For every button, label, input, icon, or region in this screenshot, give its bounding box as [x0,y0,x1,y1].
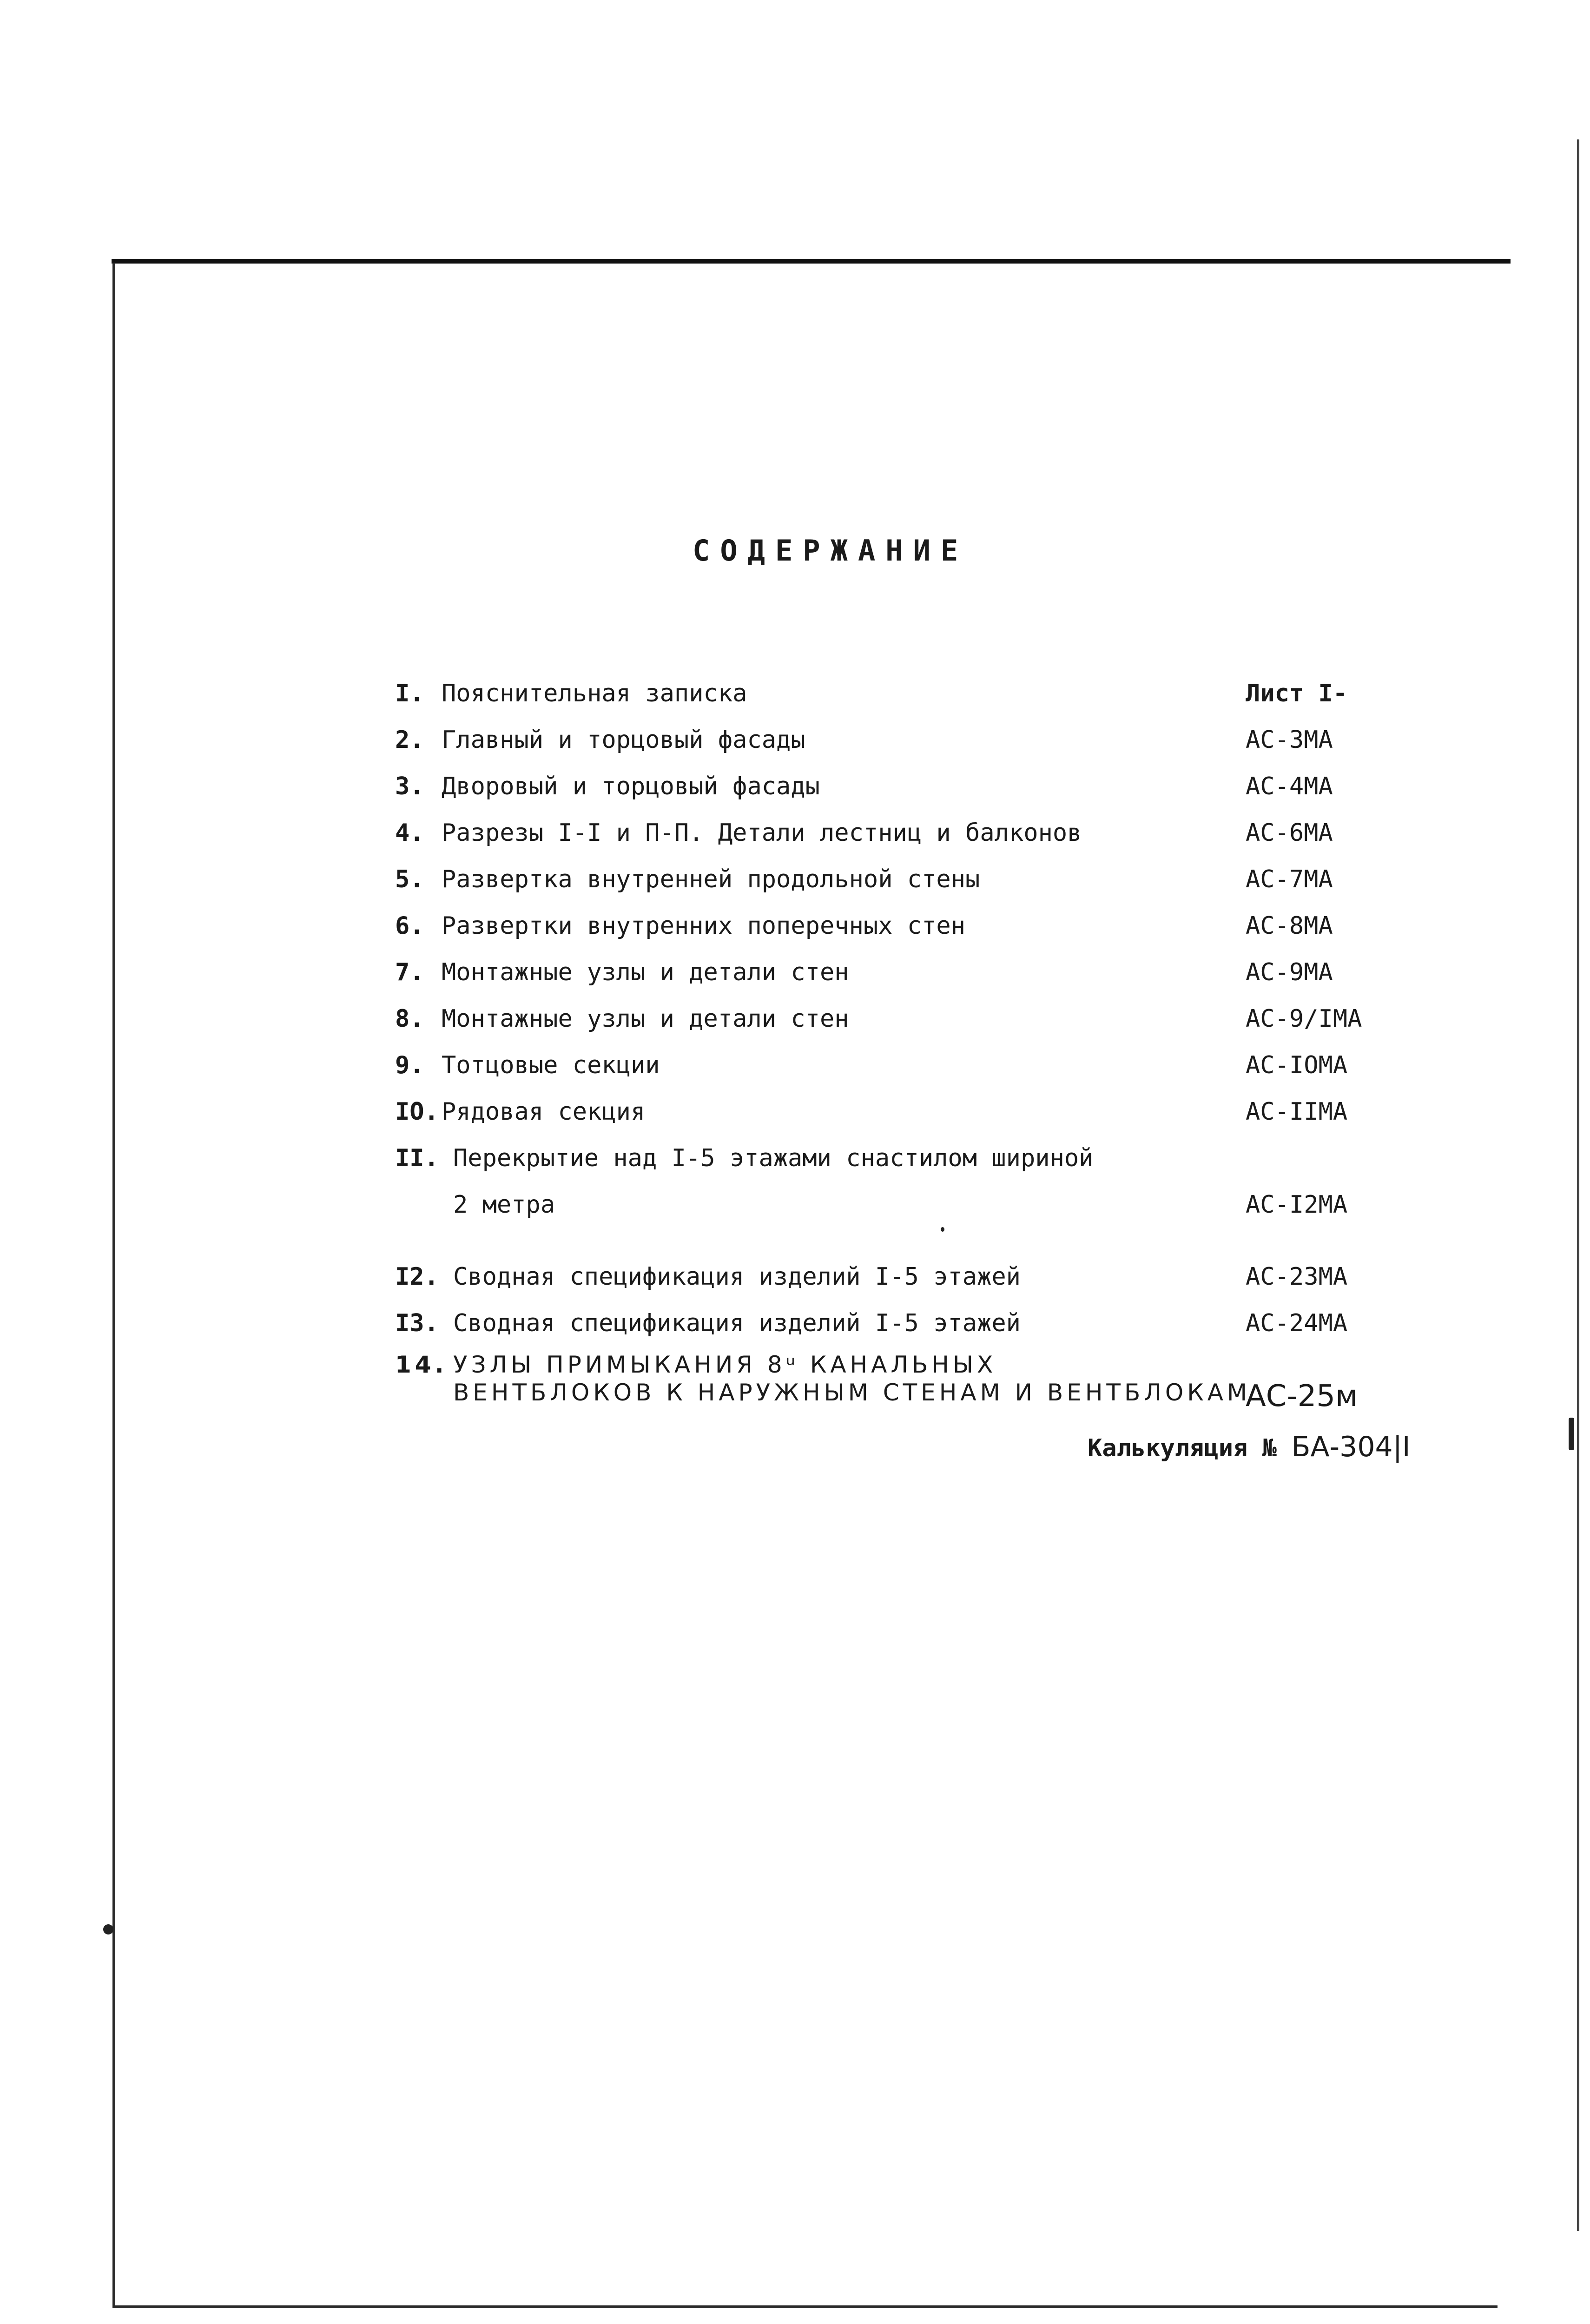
toc-sheet: АС-I2МА [1246,1191,1348,1219]
toc-text: Дворовый и торцовый фасады [442,772,820,800]
ink-speck [103,1924,113,1934]
page-frame-left [112,263,115,2308]
toc-text: Сводная спецификация изделий I-5 этажей [453,1263,1021,1291]
toc-sheet: Лист I- [1246,680,1348,707]
toc-text: УЗЛЫ ПРИМЫКАНИЯ 8ᵘ КАНАЛЬНЫХ [453,1351,997,1378]
toc-text: Разрезы I-I и П-П. Детали лестниц и балконов [442,819,1082,847]
toc-number: 8. [395,1005,424,1033]
toc-sheet: АС-24МА [1246,1309,1348,1337]
toc-text: Рядовая секция [442,1098,646,1126]
toc-row [395,1098,1371,1140]
toc-text-continued: ВЕНТБЛОКОВ К НАРУЖНЫМ СТЕНАМ И ВЕНТБЛОКАМ [453,1379,1251,1406]
toc-number: I2. [395,1263,439,1291]
toc-number: II. [395,1144,439,1172]
toc-sheet: АС-3МА [1246,726,1333,754]
toc-text: Развертки внутренних поперечных стен [442,912,966,940]
toc-sheet: АС-23МА [1246,1263,1348,1291]
toc-text: Главный и торцовый фасады [442,726,805,754]
toc-text: Пояснительная записка [442,680,747,707]
toc-number: 2. [395,726,424,754]
calculation-number: БА-304|I [1291,1431,1411,1463]
toc-row [395,1263,1371,1305]
toc-number: 3. [395,772,424,800]
toc-text: Тотцовые секции [442,1051,660,1079]
calculation-label: Калькуляция № [1088,1434,1277,1462]
page-edge-right [1577,139,1579,2231]
toc-row [395,1144,1371,1186]
toc-row [395,819,1371,861]
page-title: СОДЕРЖАНИЕ [693,534,969,568]
toc-number: I3. [395,1309,439,1337]
toc-sheet: АС-7МА [1246,865,1333,893]
toc-row [395,726,1371,768]
toc-text: Перекрытие над I-5 этажами снастилом шириной [453,1144,1094,1172]
toc-number: IO. [395,1098,439,1126]
ink-speck [941,1227,944,1232]
toc-row [395,772,1371,814]
toc-number: 14. [395,1351,448,1378]
toc-text: Развертка внутренней продольной стены [442,865,980,893]
toc-number: 7. [395,958,424,986]
toc-sheet: АС-IIМА [1246,1098,1348,1126]
calculation-line [1088,1431,1411,1463]
toc-row [395,958,1371,1000]
toc-row [395,1309,1371,1351]
toc-sheet: АС-8МА [1246,912,1333,940]
toc-number: 6. [395,912,424,940]
toc-sheet: АС-4МА [1246,772,1333,800]
ink-speck [1569,1418,1574,1450]
toc-row [395,912,1371,954]
toc-number: 9. [395,1051,424,1079]
toc-text: Сводная спецификация изделий I-5 этажей [453,1309,1021,1337]
toc-sheet: АС-25м [1246,1379,1358,1413]
toc-text: Монтажные узлы и детали стен [442,1005,849,1033]
toc-sheet: АС-9/IМА [1246,1005,1362,1033]
toc-sheet: АС-9МА [1246,958,1333,986]
toc-row [395,680,1371,721]
page-frame-bottom [112,2305,1498,2308]
toc-row-continuation [395,1191,1371,1233]
toc-sheet: АС-6МА [1246,819,1333,847]
toc-text-continued: 2 метра [453,1191,555,1219]
toc-number: 5. [395,865,424,893]
toc-sheet: АС-IОМА [1246,1051,1348,1079]
toc-row [395,865,1371,907]
page-frame-top [112,259,1511,264]
toc-row-continuation [395,1379,1371,1421]
toc-text: Монтажные узлы и детали стен [442,958,849,986]
toc-number: I. [395,680,424,707]
toc-number: 4. [395,819,424,847]
toc-row [395,1051,1371,1093]
toc-row [395,1005,1371,1047]
